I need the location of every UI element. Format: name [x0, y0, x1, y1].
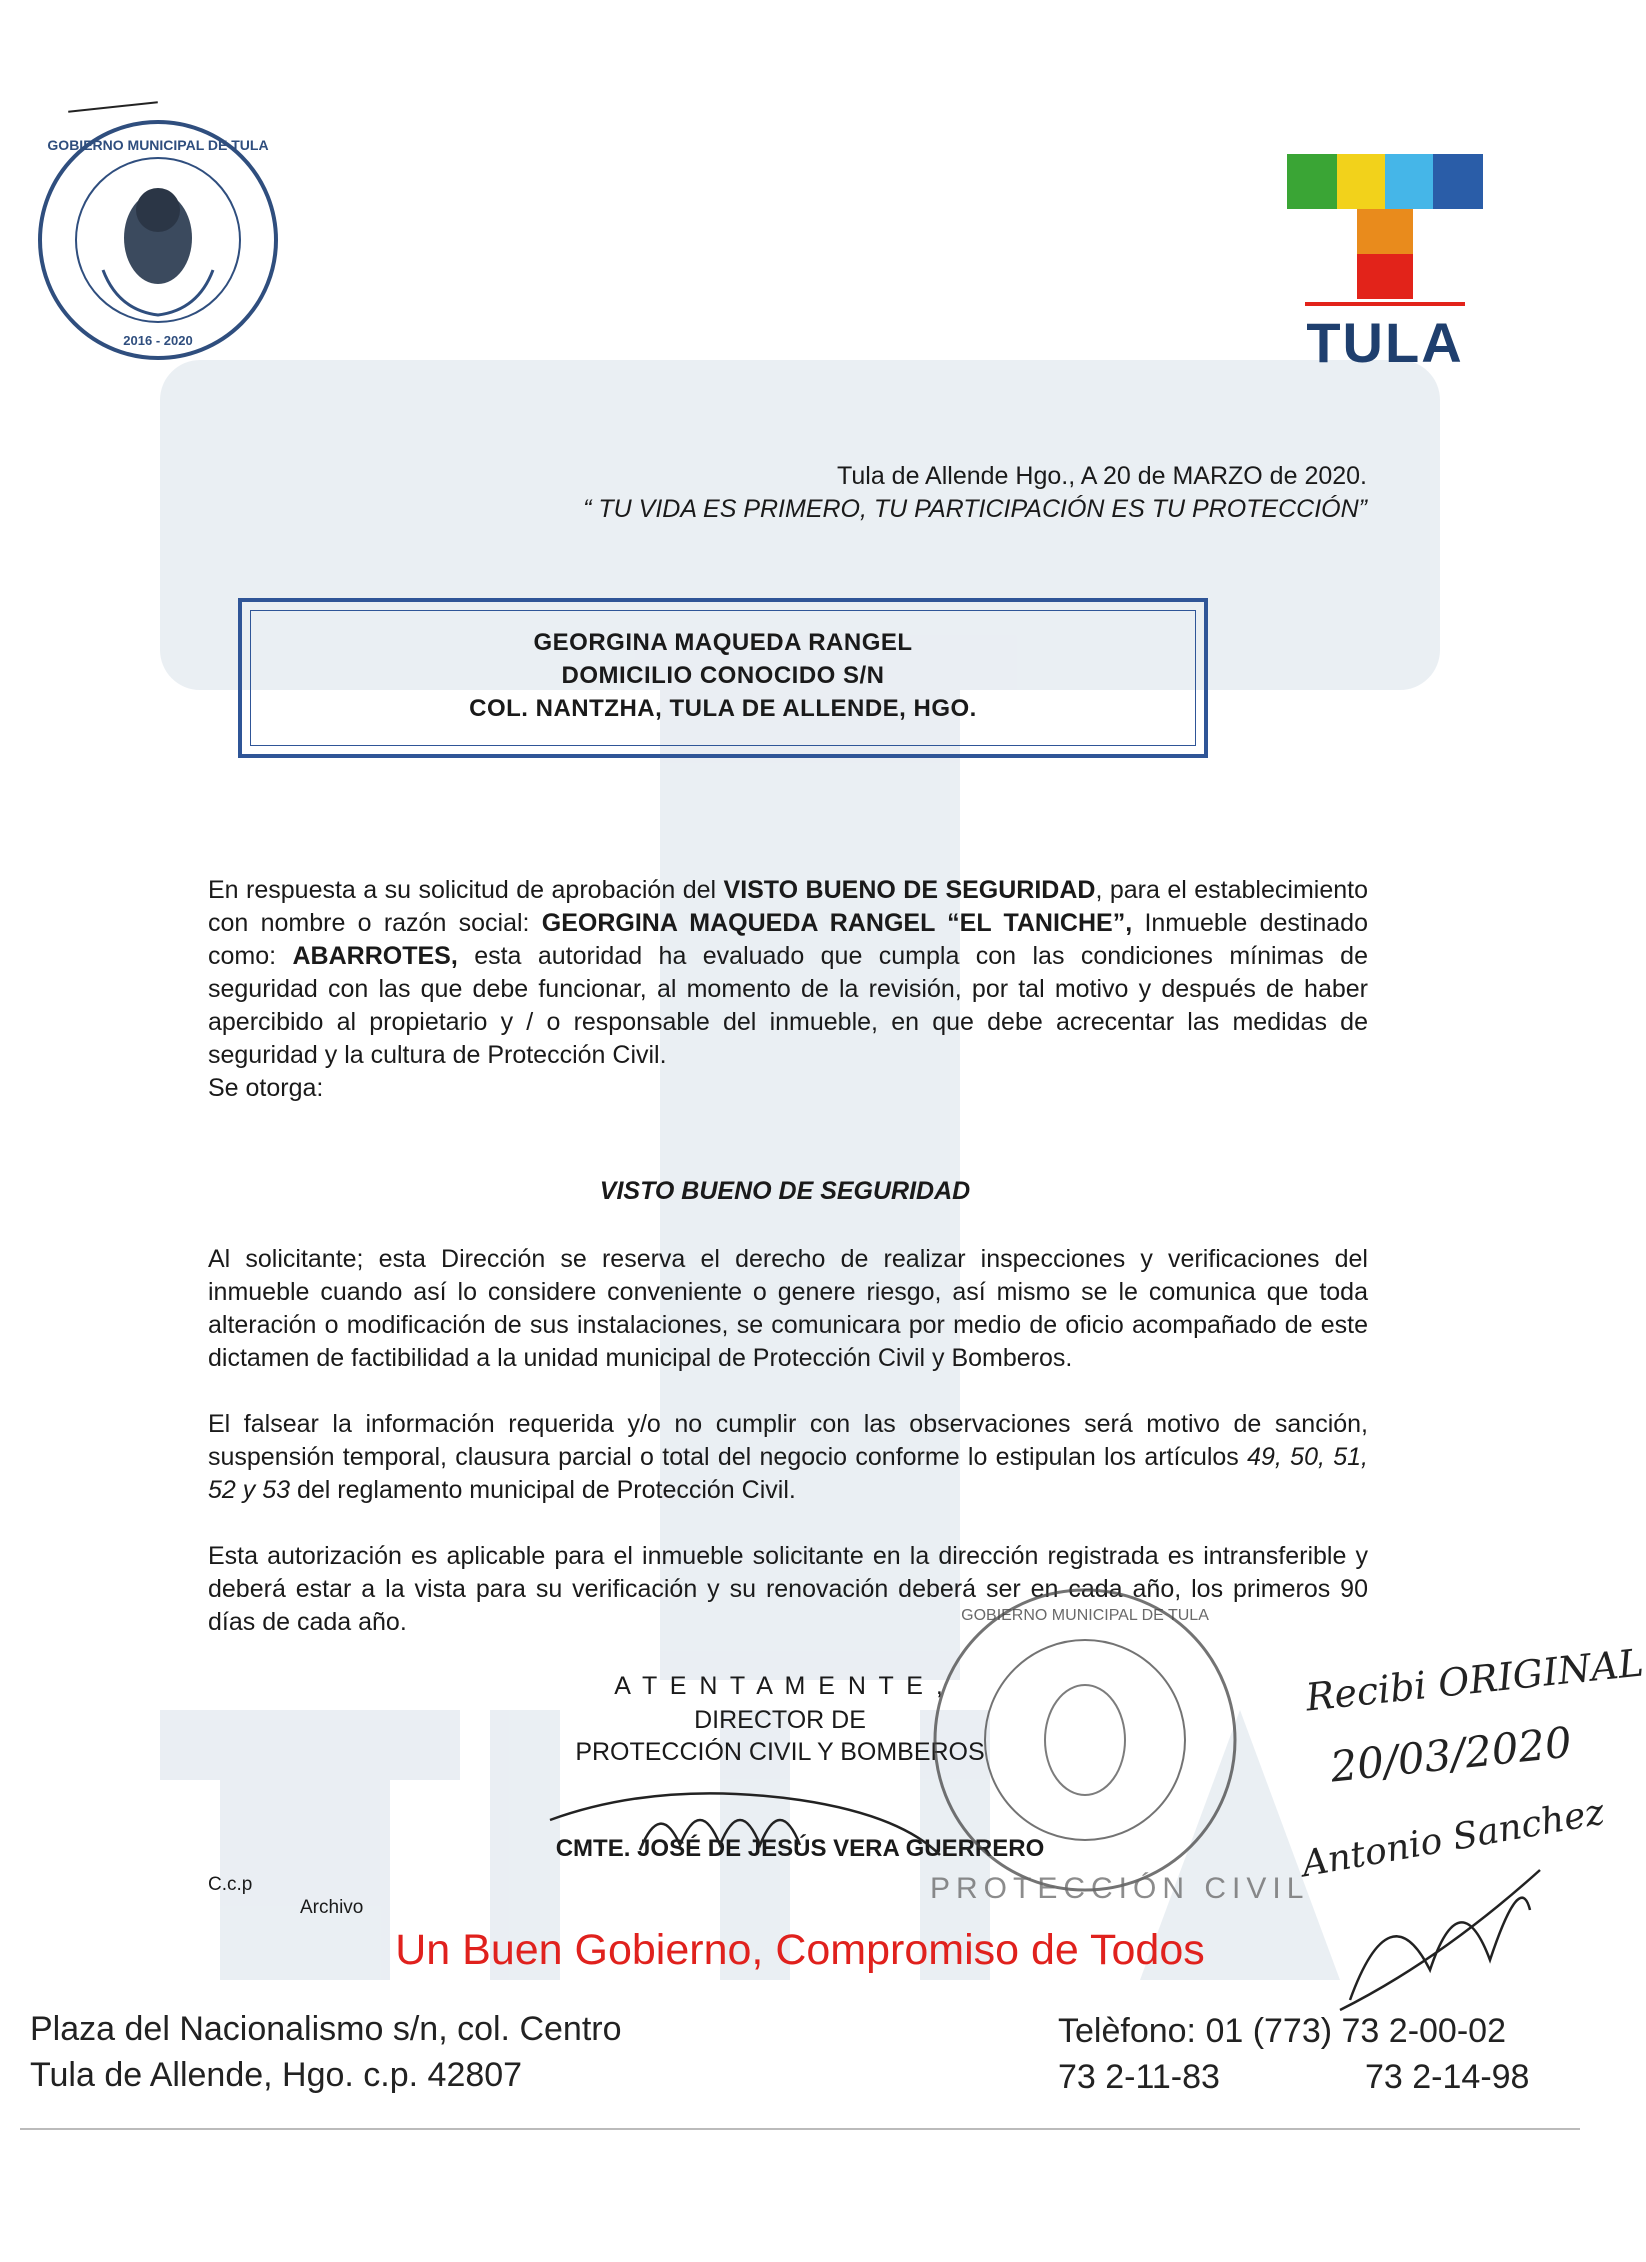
closing: A T E N T A M E N T E ,: [614, 1672, 946, 1700]
footer-address-2: Tula de Allende, Hgo. c.p. 42807: [30, 2056, 523, 2094]
stamp-text: PROTECCIÓN CIVIL: [930, 1872, 1310, 1905]
ccp-archivo: Archivo: [300, 1897, 364, 1918]
footer-divider: [20, 2128, 1580, 2130]
receipt-note-line-1: Recibi ORIGINAL: [1303, 1640, 1646, 1720]
paragraph-authorization: Esta autorización es aplicable para el inmueble solicitante en la dirección registrada es intransferible y deberá estar a la vista para su verificación y su renovación deberá ser en cada año, los primeros 90 días de cada año.: [208, 1542, 1368, 1636]
recipient-box: [238, 598, 1208, 758]
motto: “ TU VIDA ES PRIMERO, TU PARTICIPACIÓN ES TU PROTECCIÓN”: [583, 495, 1367, 523]
signer-title-1: DIRECTOR DE: [694, 1706, 866, 1734]
svg-text:GOBIERNO MUNICIPAL DE TULA: GOBIERNO MUNICIPAL DE TULA: [47, 137, 269, 153]
section-heading: VISTO BUENO DE SEGURIDAD: [599, 1177, 971, 1205]
recipient-address-2: COL. NANTZHA, TULA DE ALLENDE, HGO.: [469, 695, 977, 722]
signer-name: CMTE. JOSÉ DE JESÚS VERA GUERRERO: [555, 1835, 1045, 1862]
signer-title-2: PROTECCIÓN CIVIL Y BOMBEROS: [575, 1738, 985, 1766]
recipient-address-1: DOMICILIO CONOCIDO S/N: [561, 662, 885, 689]
logo-text: TULA: [1306, 311, 1464, 374]
svg-text:GOBIERNO MUNICIPAL DE TULA: GOBIERNO MUNICIPAL DE TULA: [961, 1607, 1209, 1624]
receipt-note-line-2: 20/03/2020: [1328, 1717, 1574, 1792]
date-line: Tula de Allende Hgo., A 20 de MARZO de 2020.: [837, 462, 1367, 490]
recipient-name: GEORGINA MAQUEDA RANGEL: [533, 629, 913, 656]
footer-address-1: Plaza del Nacionalismo s/n, col. Centro: [30, 2010, 622, 2048]
footer-phone-3: 73 2-14-98: [1365, 2058, 1530, 2096]
footer-phone-1: Telèfono: 01 (773) 73 2-00-02: [1058, 2012, 1506, 2050]
paragraph-inspections: Al solicitante; esta Dirección se reserva el derecho de realizar inspecciones y verificaciones del inmueble cuando así lo considere conveniente o genere riesgo, así mismo se le comunica que toda alteración o modificación de sus instalaciones, se comunicara por medio de oficio acompañado de este dictamen de factibilidad a la unidad municipal de Protección Civil y Bomberos.: [208, 1245, 1368, 1372]
paragraph-request: En respuesta a su solicitud de aprobación del VISTO BUENO DE SEGURIDAD, para el establecimiento con nombre o razón social: GEORGINA MAQUEDA RANGEL “EL TANICHE”, Inmueble destinado como: ABARROTES, esta autoridad ha evaluado que cumpla con las condiciones mínimas de seguridad con las que debe funcionar, al momento de la revisión, por tal motivo y después de haber apercibido al propietario y / o responsable del inmueble, en que debe acrecentar las medidas de seguridad y la cultura de Protección Civil. Se otorga:: [208, 876, 1368, 1102]
ccp-label: C.c.p: [208, 1874, 253, 1895]
official-seal-icon: [925, 1580, 1245, 1900]
svg-text:2016 - 2020: 2016 - 2020: [123, 333, 193, 348]
slogan: Un Buen Gobierno, Compromiso de Todos: [395, 1926, 1205, 1974]
municipal-seal-icon: [28, 110, 288, 370]
receipt-note-line-3: Antonio Sanchez: [1298, 1791, 1608, 1886]
signature-mark: [540, 1760, 960, 1870]
footer-phone-2: 73 2-11-83: [1058, 2058, 1220, 2096]
paragraph-sanctions: El falsear la información requerida y/o no cumplir con las observaciones será motivo de sanción, suspensión temporal, clausura parcial o total del negocio conforme lo estipulan los artículos 49, 50, 51, 52 y 53 del reglamento municipal de Protección Civil.: [208, 1410, 1369, 1504]
